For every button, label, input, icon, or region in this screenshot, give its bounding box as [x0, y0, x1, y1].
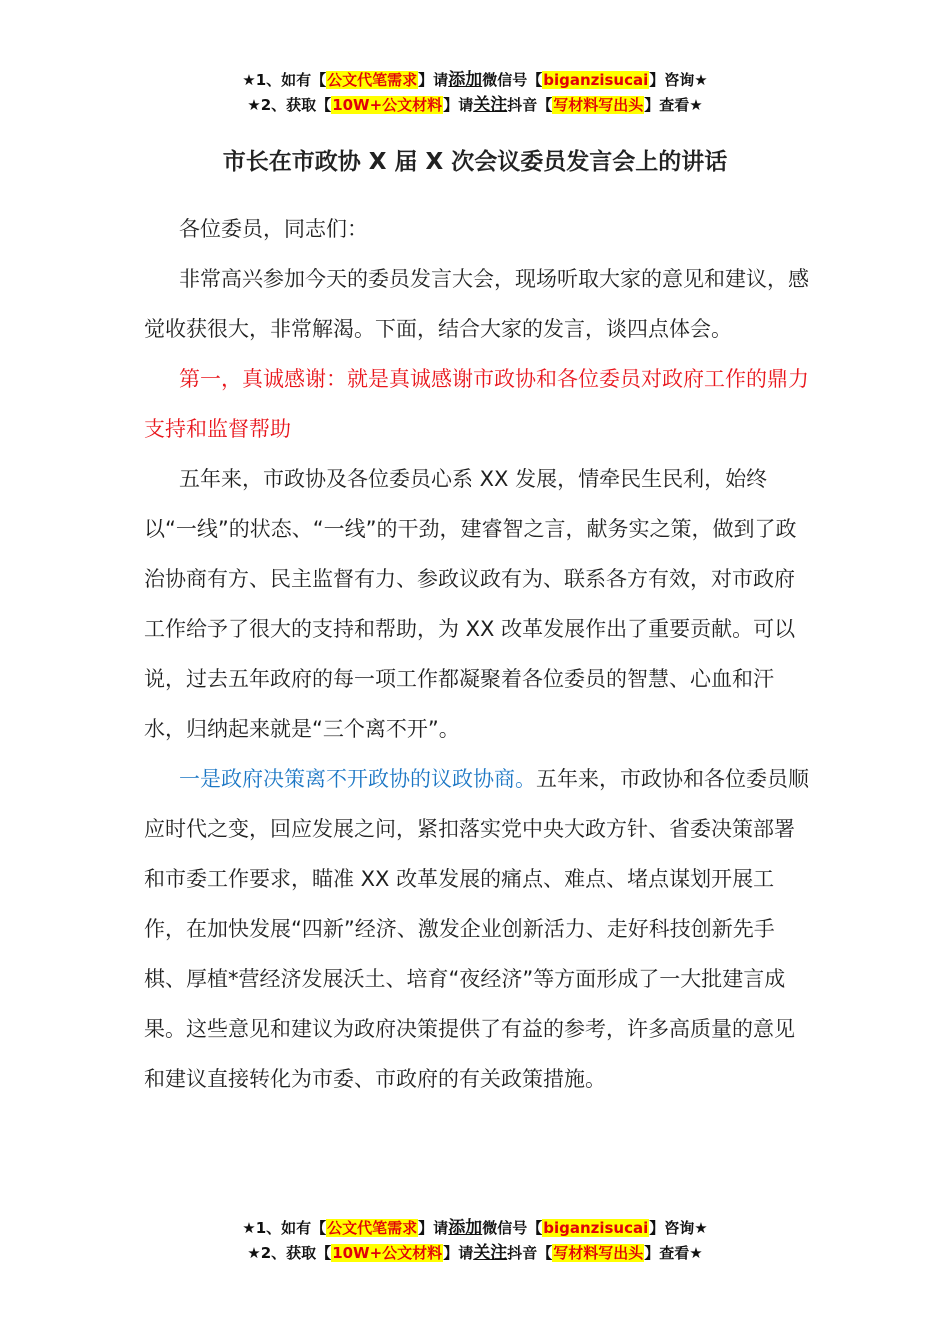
greeting-paragraph: 各位委员，同志们： — [179, 217, 368, 241]
highlight-materials: 10W+公文材料 — [332, 96, 443, 114]
highlight-douyin-account: 写材料写出头 — [553, 1244, 644, 1262]
body-paragraph-1: 五年来，市政协及各位委员心系 XX 发展，情牵民生民利，始终以“一线”的状态、“一线”的干劲，建睿智之言，献务实之策，做到了政治协商有方、民主监督有力、参政议政有为、联系各方有效，对市政府工作给予了很大的支持和帮助，为 XX 改革发展作出了重要贡献。可以说，过去五年政府的每一项工作都凝聚着各位委员的智慧、心血和汗水，归纳起来就是“三个离不开”。 — [144, 467, 797, 741]
document-title: 市长在市政协 X 届 X 次会议委员发言会上的讲话 — [222, 149, 728, 175]
promo-line-1: ★1、如有【公文代笔需求】请添加微信号【biganzisucai】咨询★ — [242, 1218, 708, 1238]
highlight-ghostwriting: 公文代笔需求 — [327, 1219, 418, 1237]
intro-paragraph: 非常高兴参加今天的委员发言大会，现场听取大家的意见和建议，感觉收获很大，非常解渴。下面，结合大家的发言，谈四点体会。 — [144, 267, 809, 341]
highlight-wechat-id: biganzisucai — [543, 1219, 649, 1237]
header-promo-banner — [0, 68, 950, 118]
promo-line-2: ★2、获取【10W+公文材料】请关注抖音【写材料写出头】查看★ — [247, 1243, 703, 1263]
promo-line-2: ★2、获取【10W+公文材料】请关注抖音【写材料写出头】查看★ — [247, 95, 703, 115]
point-lead: 一是政府决策离不开政协的议政协商。 — [179, 767, 536, 791]
point-body: 五年来，市政协和各位委员顺应时代之变，回应发展之问，紧扣落实党中央大政方针、省委决策部署和市委工作要求，瞄准 XX 改革发展的痛点、难点、堵点谋划开展工作，在加快发展“四新”经济、激发企业创新活力、走好科技创新先手棋、厚植*营经济发展沃土、培育“夜经济”等方面形成了一大批建言成果。这些意见和建议为政府决策提供了有益的参考，许多高质量的意见和建议直接转化为市委、市政府的有关政策措施。 — [144, 767, 809, 1091]
highlight-wechat-id: biganzisucai — [543, 71, 649, 89]
highlight-materials: 10W+公文材料 — [332, 1244, 443, 1262]
point-paragraph-1 — [144, 754, 809, 1104]
promo-line-1: ★1、如有【公文代笔需求】请添加微信号【biganzisucai】咨询★ — [242, 70, 708, 90]
footer-promo-banner — [0, 1216, 950, 1266]
highlight-ghostwriting: 公文代笔需求 — [327, 71, 418, 89]
document-body — [144, 204, 809, 1104]
section-heading-1: 第一，真诚感谢：就是真诚感谢市政协和各位委员对政府工作的鼎力支持和监督帮助 — [144, 367, 809, 441]
highlight-douyin-account: 写材料写出头 — [553, 96, 644, 114]
